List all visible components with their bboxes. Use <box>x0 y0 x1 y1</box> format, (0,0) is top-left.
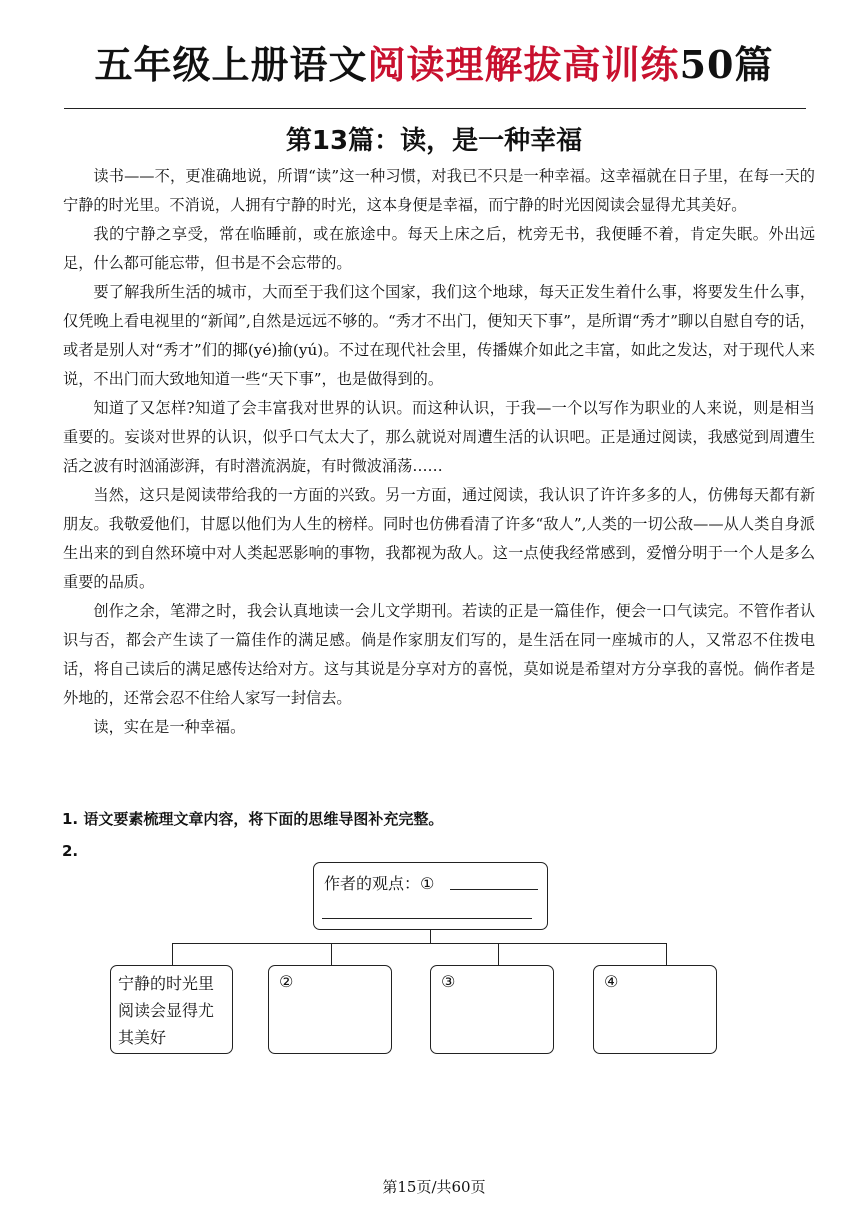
connector-stem <box>430 930 431 944</box>
child1-line: 阅读会显得尤 <box>118 1001 215 1020</box>
paragraph: 读书——不，更准确地说，所谓“读”这一种习惯，对我已不只是一种幸福。这幸福就在日子里，在每一天的宁静的时光里。不消说，人拥有宁静的时光，这本身便是幸福，而宁静的时光因阅读会显得尤其美好。 <box>63 167 815 214</box>
mindmap-root-label: 作者的观点：① <box>324 874 435 893</box>
answer-blank-1a[interactable] <box>450 889 538 890</box>
mindmap-child-box-4[interactable] <box>593 965 717 1054</box>
child2-label: ② <box>279 972 294 991</box>
question-1: 1. 语文要素梳理文章内容，将下面的思维导图补充完整。 <box>62 810 444 828</box>
mindmap-child-box-1 <box>110 965 233 1054</box>
mindmap-root-box <box>313 862 548 930</box>
connector-drop-4 <box>666 943 667 965</box>
child4-label: ④ <box>604 972 619 991</box>
paragraph: 创作之余，笔滞之时，我会认真地读一会儿文学期刊。若读的正是一篇佳作，便会一口气读完。不管作者认识与否，都会产生读了一篇佳作的满足感。倘是作家朋友们写的，是生活在同一座城市的人，又常忍不住拨电话，将自己读后的满足感传达给对方。这与其说是分享对方的喜悦，莫如说是希望对方分享我的喜悦。倘作者是外地的，还常会忍不住给人家写一封信去。 <box>63 602 815 707</box>
connector-drop-1 <box>172 943 173 965</box>
title-divider <box>64 108 806 109</box>
paragraph: 我的宁静之享受，常在临睡前，或在旅途中。每天上床之后，枕旁无书，我便睡不着，肯定失眠。外出远足，什么都可能忘带，但书是不会忘带的。 <box>63 225 815 272</box>
connector-bar <box>172 943 667 944</box>
paragraph: 当然，这只是阅读带给我的一方面的兴致。另一方面，通过阅读，我认识了许许多多的人，仿佛每天都有新朋友。我敬爱他们，甘愿以他们为人生的榜样。同时也仿佛看清了许多“敌人”,人类的一切公敌——从人类自身派生出来的到自然环境中对人类起恶影响的事物，我都视为敌人。这一点使我经常感到，爱憎分明于一个人是多么重要的品质。 <box>63 486 815 591</box>
child1-line: 宁静的时光里 <box>118 974 215 993</box>
title-black-part: 五年级上册语文 <box>94 42 368 87</box>
paragraph: 要了解我所生活的城市，大而至于我们这个国家，我们这个地球，每天正发生着什么事，将要发生什么事，仅凭晚上看电视里的“新闻”,自然是远远不够的。“秀才不出门，便知天下事”，是所谓“秀才”聊以自慰自夸的话，或者是别人对“秀才”们的揶(yé)揄(yú)。不过在现代社会里，传播媒介如此之丰富，如此之发达，对于现代人来说，不出门而大致地知道一些“天下事”，也是做得到的。 <box>63 283 815 388</box>
paragraph: 知道了又怎样?知道了会丰富我对世界的认识。而这种认识，于我—一个以写作为职业的人来说，则是相当重要的。妄谈对世界的认识，似乎口气太大了，那么就说对周遭生活的认识吧。正是通过阅读，我感觉到周遭生活之波有时汹涌澎湃，有时潜流涡旋，有时微波涌荡…… <box>63 399 815 475</box>
child3-label: ③ <box>441 972 456 991</box>
title-red-part: 阅读理解拔高训练 <box>367 42 680 87</box>
answer-blank-1b[interactable] <box>322 918 532 919</box>
article-body <box>63 162 815 742</box>
title-tail-part: 50篇 <box>679 42 774 87</box>
mindmap-child-box-3[interactable] <box>430 965 554 1054</box>
paragraph: 读，实在是一种幸福。 <box>93 718 246 736</box>
article-title: 第13篇：读，是一种幸福 <box>285 126 583 156</box>
document-title <box>0 44 868 86</box>
child1-line: 其美好 <box>118 1028 167 1047</box>
connector-drop-3 <box>498 943 499 965</box>
page-footer: 第15页/共60页 <box>382 1178 486 1196</box>
mindmap-child-box-2[interactable] <box>268 965 392 1054</box>
connector-drop-2 <box>331 943 332 965</box>
question-2-label: 2. <box>62 842 79 860</box>
